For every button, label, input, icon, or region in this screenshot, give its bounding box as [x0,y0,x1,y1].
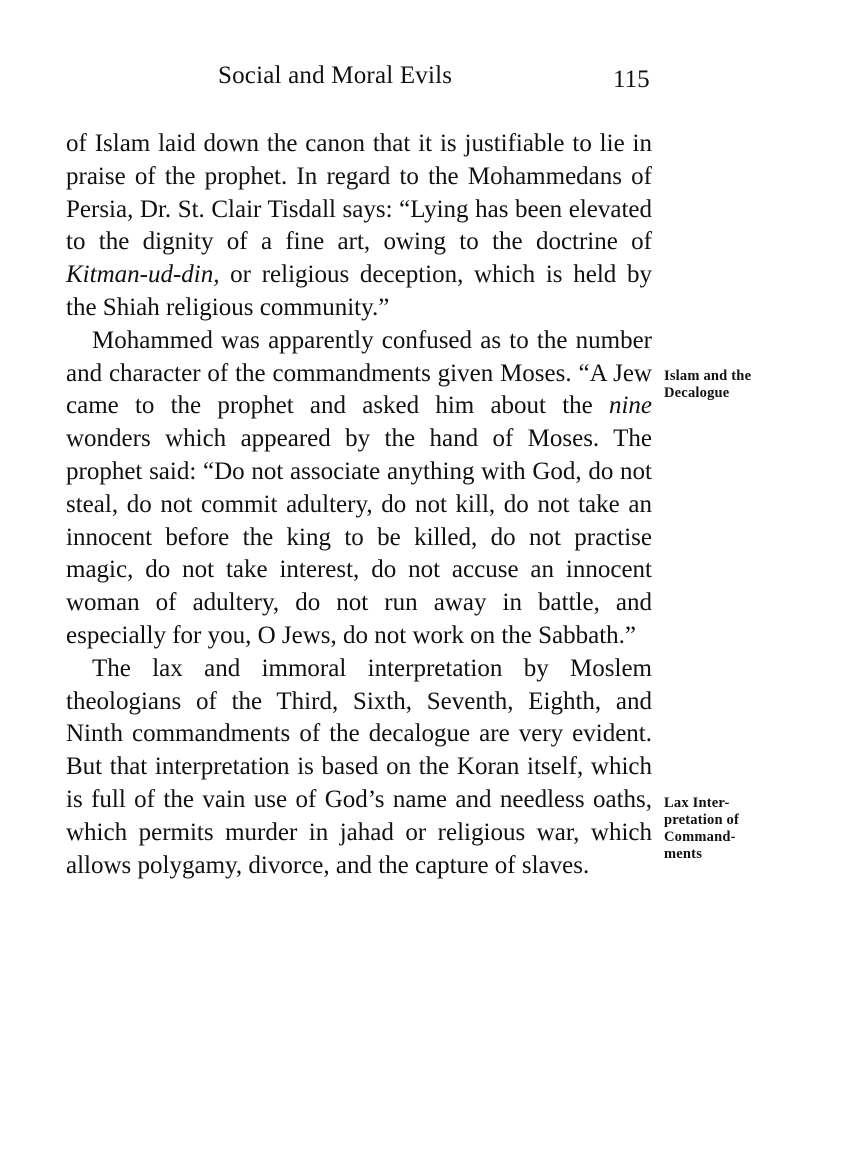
margin-note-line: Command- [664,829,736,845]
paragraph-1 [66,128,652,325]
paragraph-1-text-1: of Islam laid down the canon that it is justifiable to lie in praise of the prophet. In regard to the Mohammedans of Persia, Dr. St. Clair Tisdall says: “Lying has been elevated to the dignity of a fine art, owing to the doctrine of [66,130,652,256]
margin-note-line: ments [664,846,703,862]
margin-note-line: Islam and the [664,368,752,384]
paragraph-2 [66,325,652,653]
margin-note-line: Lax Inter- [664,795,730,811]
margin-note-line: pretation of [664,812,740,828]
margin-note-lax-interpretation [664,795,804,863]
body-text [66,128,652,882]
paragraph-2-text-1: Mohammed was apparently confused as to the number and character of the commandments given Moses. “A Jew came to the prophet and asked him about the [66,326,652,420]
paragraph-1-text-2: or religious deception, which is held by the Shiah religious community.” [66,261,652,321]
running-head: Social and Moral Evils [218,62,453,89]
page-number: 115 [613,66,650,93]
paragraph-2-text-2: wonders which appeared by the hand of Moses. The prophet said: “Do not associate anything with God, do not steal, do not commit adultery, do not kill, do not take an innocent before the king to be killed, do not practise magic, do not take interest, do not accuse an innocent woman of adultery, do not run away in battle, and especially for you, O Jews, do not work on the Sabbath.” [66,425,652,649]
paragraph-2-italic-term: nine [608,392,652,420]
paragraph-3-text-1: The lax and immoral interpretation by Moslem theologians of the Third, Sixth, Seventh, Eighth, and Ninth commandments of the decalogue are very evident. But that interpretation is based on the Koran itself, which is full of the vain use of God’s name and needless oaths, which permits murder in jahad or religious war, which allows polygamy, divorce, and the capture of slaves. [66,654,652,879]
margin-note-line: Decalogue [664,385,730,401]
paragraph-3 [66,653,652,883]
margin-note-islam-decalogue [664,368,804,402]
paragraph-1-italic-term: Kitman-ud-din, [66,261,220,289]
